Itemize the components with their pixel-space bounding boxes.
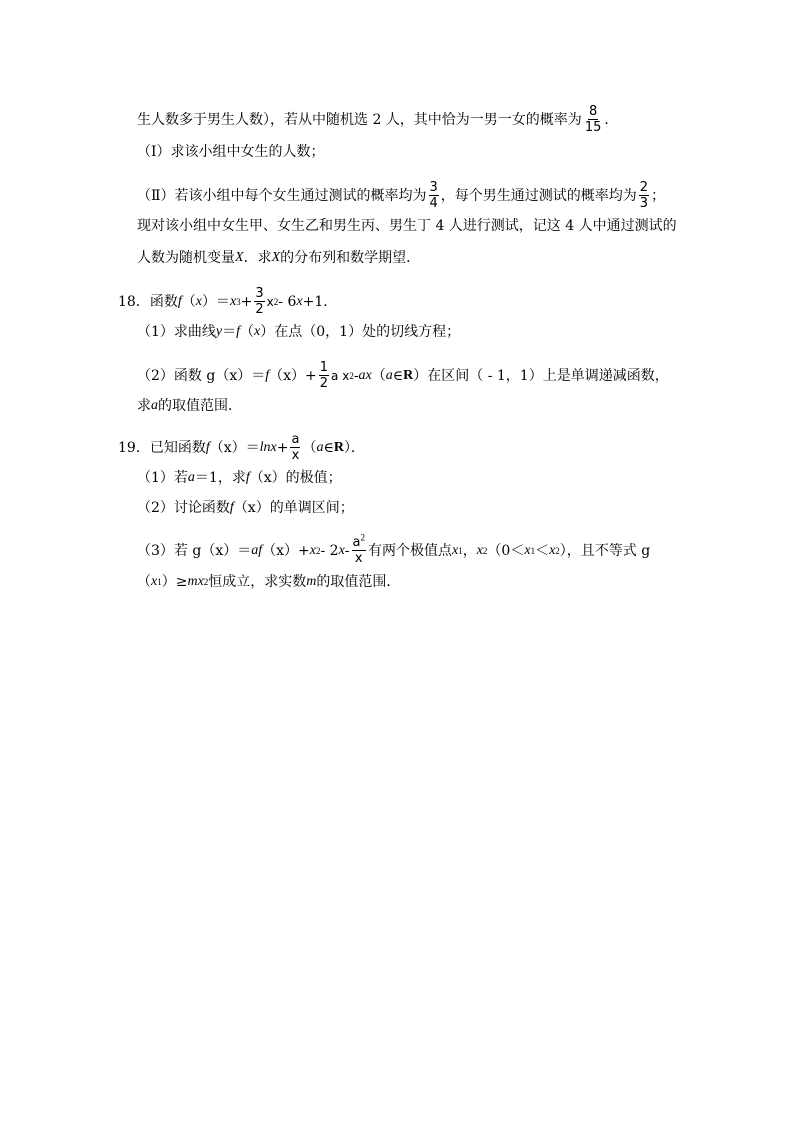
text: （1）若 xyxy=(137,470,188,486)
text: （0＜ xyxy=(487,542,525,559)
problem17-line5 xyxy=(137,248,420,268)
text: +1． xyxy=(302,293,338,310)
var: x xyxy=(195,293,202,309)
text: 现对该小组中女生甲、女生乙和男生丙、男生丁 4 人进行测试，记这 4 人中通过测试的 xyxy=(137,218,677,234)
var: f xyxy=(205,439,210,455)
var: x xyxy=(338,542,345,558)
var: X xyxy=(271,250,281,265)
var: x xyxy=(549,542,556,558)
text: （2）函数 g（x）＝ xyxy=(137,367,266,384)
text: ． xyxy=(604,111,619,128)
problem17-line4 xyxy=(137,216,677,236)
fraction-a-x xyxy=(290,432,300,463)
text: ＜ xyxy=(535,542,550,559)
text: ）在区间（ - 1，1）上是单调递减函数， xyxy=(413,367,669,384)
denominator: 2 xyxy=(255,302,264,317)
text: （3）若 g（x）＝ xyxy=(137,542,252,559)
var: m xyxy=(306,574,317,589)
question-number: 19．已知函数 xyxy=(118,439,206,456)
problem19-part3: （3）若 g（x）＝ af （x）+ x 2 - 2 x - $\frac{a^2}{x}$ 有两个极值点 x 1 ， x 2 （0＜ x 1 ＜ x 2 ），且不等式 g xyxy=(137,532,651,566)
fraction-1-2 xyxy=(319,360,329,391)
denominator: 3 xyxy=(639,196,649,211)
text: 生人数多于男生人数），若从中随机选 2 人，其中恰为一男一女的概率为 xyxy=(137,111,582,128)
var: x xyxy=(476,542,483,558)
var: f xyxy=(245,470,250,485)
text: （x）+ xyxy=(262,542,310,559)
text: （x）的极值； xyxy=(249,470,342,486)
text: ＝1，求 xyxy=(194,470,246,486)
text: （ xyxy=(302,439,317,456)
text: ），且不等式 g xyxy=(559,542,651,559)
text: ）． xyxy=(343,439,365,456)
text: ）≥ xyxy=(161,574,188,590)
text: ，每个男生通过测试的概率均为 xyxy=(440,187,637,204)
var: a xyxy=(385,367,393,383)
fraction-2-3 xyxy=(639,180,649,211)
text: （x）+ xyxy=(269,367,317,384)
numerator: 3 xyxy=(255,286,264,301)
text: ∈ xyxy=(323,439,334,456)
problem18-line4 xyxy=(137,396,242,416)
text: （ xyxy=(137,574,151,590)
problem17-part1 xyxy=(137,142,325,162)
text: 的取值范围． xyxy=(316,574,401,590)
text: （ xyxy=(181,293,196,310)
var: f xyxy=(229,500,234,515)
var: a xyxy=(316,439,324,455)
text: ＝ xyxy=(222,324,237,340)
var: af xyxy=(251,542,263,558)
text: + xyxy=(240,293,253,310)
denominator: 15 xyxy=(584,120,602,135)
text: （ xyxy=(371,367,386,384)
question-number: 18．函数 xyxy=(118,293,178,310)
problem19-part2 xyxy=(137,498,354,518)
var: X xyxy=(235,250,244,265)
text: 求 xyxy=(137,398,151,414)
text: （x）的单调区间； xyxy=(233,500,354,516)
real-set: R xyxy=(333,439,344,455)
var: x xyxy=(229,293,237,309)
numerator: a xyxy=(291,432,300,447)
text: （Ⅱ）若该小组中每个女生通过测试的概率均为 xyxy=(137,187,427,204)
problem19-stem xyxy=(118,432,365,463)
problem18-stem: 18．函数 f （ x ）＝ x 3 + $\frac{3}{2}$ x 2 - 6 x +1． xyxy=(118,286,338,317)
problem19-line5: （ x 1 ）≥ mx 2 恒成立，求实数 m 的取值范围． xyxy=(137,574,401,590)
var: x xyxy=(451,542,459,558)
text: ； xyxy=(651,187,666,204)
var: x xyxy=(254,324,261,339)
var: a xyxy=(151,398,158,413)
real-set: R xyxy=(403,367,414,383)
fraction-3-4 xyxy=(429,180,439,211)
var: f xyxy=(236,324,241,339)
text: 恒成立，求实数 xyxy=(208,574,307,590)
text: ， xyxy=(462,542,477,559)
var: y xyxy=(215,324,223,339)
text: （x）＝ xyxy=(209,439,260,456)
var: x xyxy=(524,542,531,558)
text: 的取值范围． xyxy=(158,398,242,414)
problem18-part1 xyxy=(137,322,460,342)
text: 的分布列和数学期望． xyxy=(280,250,421,266)
text: - 6 xyxy=(278,293,297,310)
fraction-a2-x xyxy=(352,532,366,566)
var: ax xyxy=(358,367,372,383)
numerator: 2 xyxy=(639,180,649,195)
text: （2）讨论函数 xyxy=(137,500,230,516)
numerator xyxy=(352,532,366,551)
numerator: 3 xyxy=(429,180,438,195)
text: （ xyxy=(240,324,255,340)
text: - 2 xyxy=(320,542,339,559)
fraction-3-2 xyxy=(254,286,264,317)
text: 有两个极值点 xyxy=(367,542,452,559)
exponent: 2 xyxy=(360,532,365,543)
text: ）在点（0，1）处的切线方程； xyxy=(260,324,461,340)
var: lnx xyxy=(259,439,277,455)
text: 人数为随机变量 xyxy=(137,250,235,266)
text: （Ⅰ）求该小组中女生的人数； xyxy=(137,144,325,160)
var: f xyxy=(265,367,270,383)
var: mx xyxy=(187,574,204,589)
numerator: 1 xyxy=(319,360,329,375)
numerator-base: a xyxy=(352,535,361,550)
var: x xyxy=(296,293,303,309)
fraction-8-15 xyxy=(584,104,603,135)
text: ）＝ xyxy=(201,293,230,310)
problem19-part1 xyxy=(137,468,342,488)
numerator: 8 xyxy=(588,104,598,119)
text: ．求 xyxy=(243,250,272,266)
text: - xyxy=(344,542,350,559)
text: （1）求曲线 xyxy=(137,324,216,340)
denominator: x xyxy=(354,551,363,566)
denominator: 2 xyxy=(319,376,329,391)
problem18-part2: （2）函数 g（x）＝ f （x）+ $\frac{1}{2}$ a x 2 - ax （ a ∈ R ）在区间（ - 1，1）上是单调递减函数， xyxy=(137,360,669,391)
var: f xyxy=(177,293,182,309)
text: a x xyxy=(331,368,350,383)
problem17-part2 xyxy=(137,180,665,211)
text: ∈ xyxy=(392,367,404,384)
text: - xyxy=(353,367,359,384)
var: x xyxy=(151,574,158,589)
var: a xyxy=(187,470,195,485)
text: x xyxy=(266,294,274,309)
text: + xyxy=(276,439,289,456)
problem17-line1 xyxy=(137,104,618,135)
var: x xyxy=(309,542,316,558)
denominator: 4 xyxy=(429,196,438,211)
denominator: x xyxy=(291,448,300,463)
